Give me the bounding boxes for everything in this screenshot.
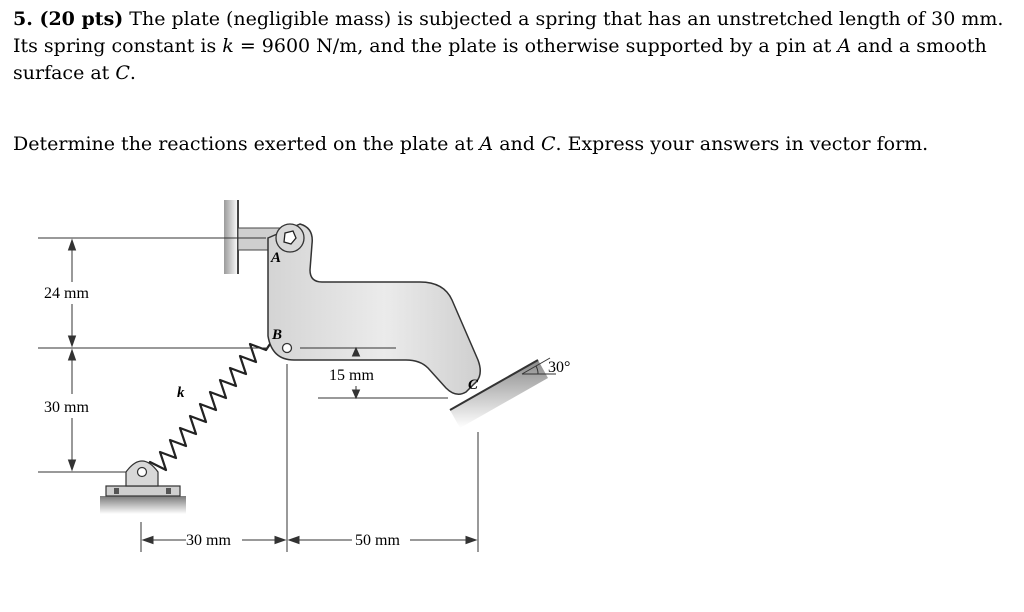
- k-variable: k: [222, 35, 234, 57]
- problem-text-4: .: [129, 62, 136, 84]
- plate: [268, 224, 480, 394]
- question-text-3: . Express your answers in vector form.: [555, 133, 929, 155]
- question-text-1: Determine the reactions exerted on the plate at: [13, 133, 480, 155]
- problem-number: 5. (20 pts): [13, 8, 124, 30]
- dim-30-horizontal-label: 30 mm: [186, 532, 231, 549]
- pin-a: [276, 224, 304, 252]
- dim-50-label: 50 mm: [355, 532, 400, 549]
- dim-24-label: 24 mm: [44, 285, 89, 302]
- label-k: k: [177, 385, 185, 401]
- angle-label: 30°: [548, 359, 571, 376]
- question-a-variable: A: [479, 133, 494, 155]
- label-c: C: [468, 377, 479, 393]
- a-variable: A: [837, 35, 852, 57]
- dim-15-label: 15 mm: [329, 367, 374, 384]
- c-variable: C: [115, 62, 130, 84]
- question-text-2: and: [493, 133, 541, 155]
- horizontal-dimensions: [141, 364, 478, 552]
- problem-text-1: The plate (negligible mass) is subjected a spring that has an unstretched length of 30 mm. Its spring constant is: [13, 8, 1004, 57]
- spring-base: [100, 461, 186, 514]
- label-b: B: [272, 327, 283, 343]
- question-c-variable: C: [540, 133, 556, 155]
- label-a: A: [271, 250, 282, 266]
- problem-text-2: = 9600 N/m, and the plate is otherwise supported by a pin at: [233, 35, 838, 57]
- point-b: [283, 344, 292, 353]
- problem-text-3: and a smooth surface at: [13, 35, 987, 84]
- dim-30-vertical-label: 30 mm: [44, 399, 89, 416]
- spring: [146, 344, 270, 470]
